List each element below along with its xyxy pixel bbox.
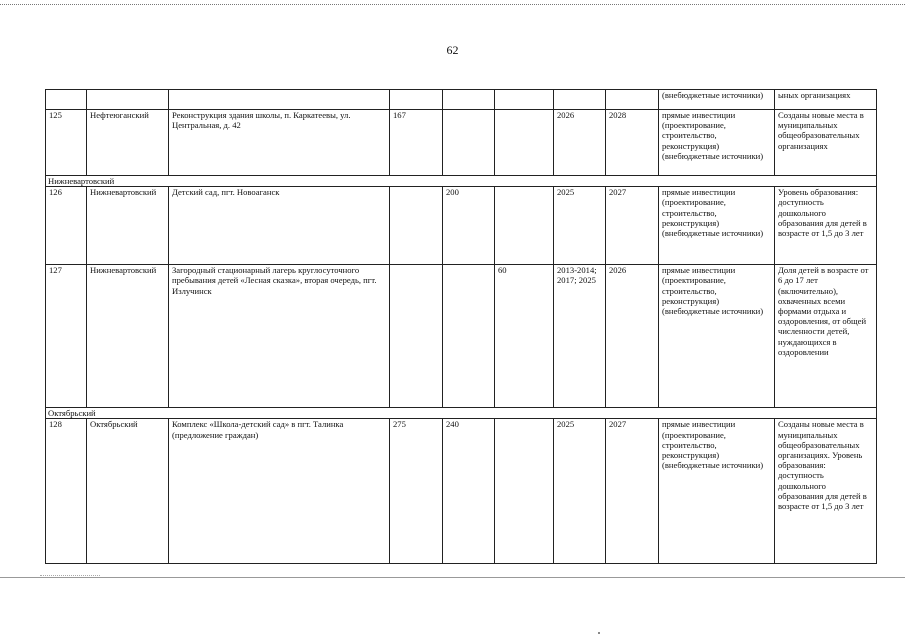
scan-speck [598,632,600,634]
end-year-cell: 2026 [606,265,659,408]
mechanism-cell: прямые инвестиции (проектирование, строительство, реконструкция) (внебюджетные источники) [659,187,775,265]
capacity-cell-1: 275 [390,419,443,564]
capacity-cell-3 [495,419,554,564]
table-row [46,187,877,265]
result-cell: Доля детей в возрасте от 6 до 17 лет (включительно), охваченных всеми формами отдыха и оздоровления, от общей численности детей, нуждающихся в оздоровлении [775,265,877,408]
row-number-cell: 127 [46,265,87,408]
investment-objects-table [45,89,877,564]
capacity-cell-2 [443,265,495,408]
result-cell: Созданы новые места в муниципальных общеобразовательных организациях [775,110,877,176]
mechanism-cell: прямые инвестиции (проектирование, строительство, реконструкция) (внебюджетные источники) [659,110,775,176]
municipality-cell: Октябрьский [87,419,169,564]
table-row-continued [46,90,877,110]
result-cell: ыных организациях [775,90,877,110]
table-row [46,265,877,408]
start-year-cell: 2025 [554,187,606,265]
municipality-cell: Нижневартовский [87,265,169,408]
mechanism-cell: прямые инвестиции (проектирование, строительство, реконструкция) (внебюджетные источники) [659,419,775,564]
end-year-cell: 2027 [606,419,659,564]
start-year-cell: 2013-2014; 2017; 2025 [554,265,606,408]
section-title: Октябрьский [46,408,877,419]
table-row [46,110,877,176]
capacity-cell-1 [390,187,443,265]
table-row [46,419,877,564]
scan-edge-bottom [0,577,905,578]
capacity-cell-3: 60 [495,265,554,408]
page-number: 62 [446,43,459,57]
section-title: Нижневартовский [46,176,877,187]
end-year-cell: 2028 [606,110,659,176]
municipality-cell: Нижневартовский [87,187,169,265]
capacity-cell-2: 240 [443,419,495,564]
start-year-cell: 2026 [554,110,606,176]
capacity-cell-1: 167 [390,110,443,176]
section-header-row [46,176,877,187]
row-number-cell: 125 [46,110,87,176]
capacity-cell-2: 200 [443,187,495,265]
capacity-cell-3 [495,187,554,265]
scan-mark [40,575,100,576]
capacity-cell-2 [443,110,495,176]
row-number-cell: 128 [46,419,87,564]
capacity-cell-3 [495,110,554,176]
municipality-cell: Нефтеюганский [87,110,169,176]
object-cell: Детский сад, пгт. Новоаганск [169,187,390,265]
mechanism-cell: (внебюджетные источники) [659,90,775,110]
row-number-cell: 126 [46,187,87,265]
result-cell: Уровень образования: доступность дошкольного образования для детей в возрасте от 1,5 до 3 лет [775,187,877,265]
mechanism-cell: прямые инвестиции (проектирование, строительство, реконструкция) (внебюджетные источники) [659,265,775,408]
end-year-cell: 2027 [606,187,659,265]
capacity-cell-1 [390,265,443,408]
object-cell: Комплекс «Школа-детский сад» в пгт. Талинка (предложение граждан) [169,419,390,564]
object-cell: Загородный стационарный лагерь круглосуточного пребывания детей «Лесная сказка», вторая очередь, пгт. Излучинск [169,265,390,408]
scan-edge-top [0,4,905,5]
section-header-row [46,408,877,419]
result-cell: Созданы новые места в муниципальных общеобразовательных организациях. Уровень образования: доступность дошкольного образования для детей в возрасте от 1,5 до 3 лет [775,419,877,564]
object-cell: Реконструкция здания школы, п. Каркатеевы, ул. Центральная, д. 42 [169,110,390,176]
start-year-cell: 2025 [554,419,606,564]
